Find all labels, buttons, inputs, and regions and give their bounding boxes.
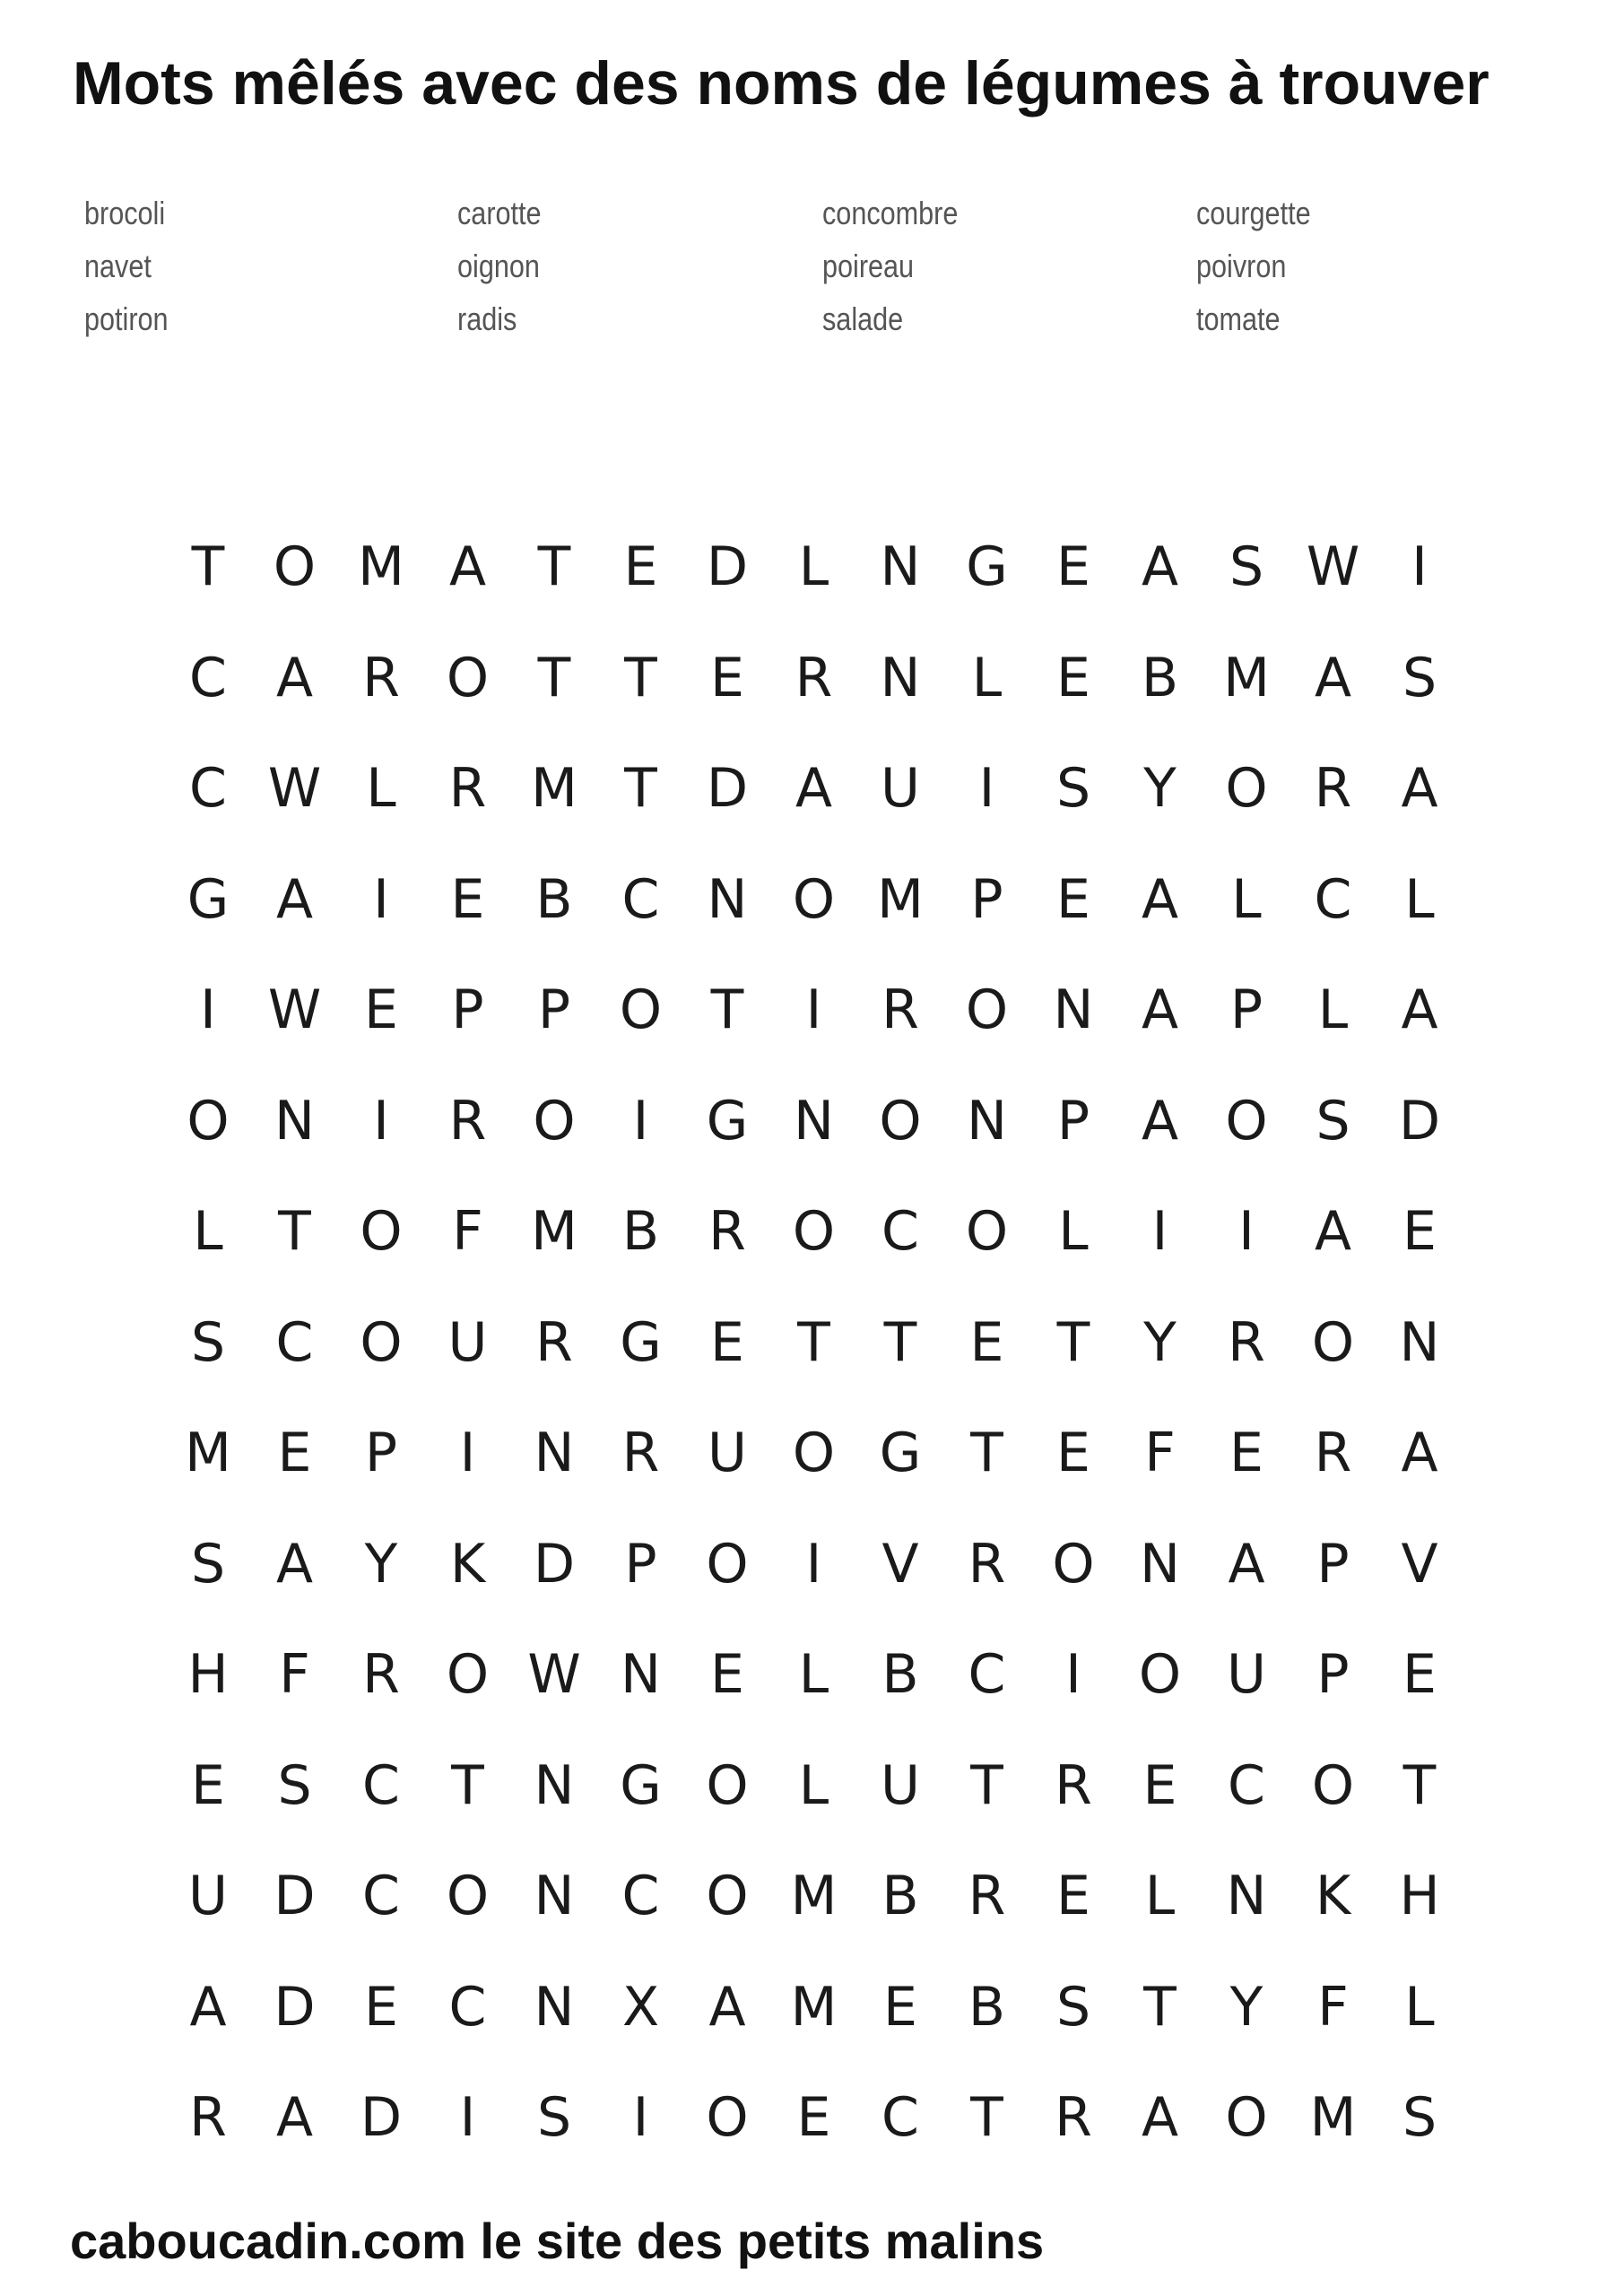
grid-cell: C: [881, 2086, 919, 2149]
grid-cell: T: [451, 1753, 484, 1817]
grid-cell: E: [796, 2086, 831, 2149]
grid-cell: L: [1144, 1865, 1176, 1927]
grid-cell: L: [193, 1200, 223, 1263]
grid-cell: N: [274, 1089, 315, 1152]
grid-cell: D: [706, 535, 749, 598]
grid-cell: C: [362, 1753, 400, 1817]
grid-cell: I: [805, 1532, 822, 1596]
grid-cell: A: [1141, 535, 1179, 598]
grid-cell: M: [877, 867, 924, 931]
grid-cell: A: [1401, 757, 1438, 820]
page-title: Mots mêlés avec des noms de légumes à trouver: [73, 49, 1489, 117]
grid-cell: T: [191, 535, 225, 598]
grid-cell: U: [881, 1753, 920, 1817]
grid-cell: R: [1055, 2086, 1092, 2149]
grid-cell: P: [1056, 1089, 1090, 1152]
grid-cell: R: [1314, 1422, 1352, 1484]
grid-cell: O: [792, 1422, 836, 1484]
grid-cell: N: [534, 1422, 575, 1484]
grid-row: [0, 642, 1624, 714]
grid-cell: S: [536, 2086, 572, 2149]
grid-cell: A: [1141, 978, 1179, 1041]
grid-cell: R: [621, 1422, 660, 1484]
grid-cell: L: [971, 646, 1003, 709]
grid-cell: E: [1056, 1865, 1090, 1927]
grid-cell: O: [706, 1753, 749, 1817]
grid-cell: B: [621, 1200, 660, 1263]
grid-cell: O: [1225, 1089, 1268, 1152]
grid-cell: A: [1314, 646, 1352, 709]
grid-cell: W: [1306, 535, 1360, 598]
grid-cell: S: [1055, 757, 1091, 820]
grid-cell: O: [879, 1089, 922, 1152]
grid-cell: P: [537, 978, 571, 1041]
grid-row: [0, 1971, 1624, 2043]
grid-cell: S: [1316, 1089, 1350, 1152]
grid-cell: Y: [1143, 1310, 1177, 1374]
grid-cell: A: [1314, 1200, 1352, 1263]
word-list-item: oignon: [457, 248, 540, 284]
grid-cell: X: [621, 1975, 660, 2039]
grid-row: [0, 1750, 1624, 1822]
grid-cell: A: [275, 2086, 314, 2149]
grid-cell: N: [534, 1865, 575, 1927]
grid-cell: N: [534, 1753, 575, 1817]
grid-cell: S: [277, 1753, 312, 1817]
grid-cell: C: [1314, 867, 1352, 931]
grid-cell: C: [275, 1310, 314, 1374]
grid-cell: R: [1228, 1310, 1265, 1374]
grid-row: [0, 1639, 1624, 1710]
grid-cell: N: [1053, 978, 1094, 1041]
grid-cell: I: [632, 1089, 649, 1152]
grid-cell: O: [446, 1643, 490, 1706]
grid-cell: I: [978, 757, 995, 820]
grid-cell: A: [795, 757, 833, 820]
grid-cell: B: [1141, 646, 1179, 709]
grid-cell: S: [1402, 2086, 1437, 2149]
grid-cell: R: [362, 646, 400, 709]
grid-cell: E: [883, 1975, 917, 2039]
grid-cell: L: [366, 757, 396, 820]
grid-cell: M: [531, 757, 578, 820]
grid-cell: D: [274, 1865, 316, 1927]
grid-cell: O: [1311, 1310, 1355, 1374]
grid-cell: I: [373, 867, 389, 931]
grid-cell: R: [708, 1200, 746, 1263]
grid-cell: I: [1065, 1643, 1081, 1706]
word-list-item: potiron: [84, 300, 169, 337]
grid-cell: S: [190, 1532, 226, 1596]
grid-cell: K: [449, 1532, 486, 1596]
grid-cell: A: [1401, 1422, 1438, 1484]
grid-cell: O: [1311, 1753, 1355, 1817]
grid-cell: B: [535, 867, 573, 931]
grid-cell: E: [364, 978, 398, 1041]
grid-row: [0, 531, 1624, 603]
grid-row: [0, 1417, 1624, 1489]
grid-cell: M: [790, 1975, 838, 2039]
grid-cell: S: [1402, 646, 1437, 709]
grid-cell: T: [970, 1753, 1003, 1817]
grid-cell: I: [373, 1089, 389, 1152]
grid-cell: T: [624, 757, 657, 820]
grid-cell: L: [1231, 867, 1262, 931]
grid-cell: N: [880, 535, 921, 598]
grid-cell: O: [446, 646, 490, 709]
grid-cell: R: [795, 646, 833, 709]
grid-cell: O: [706, 1865, 749, 1927]
grid-cell: H: [187, 1643, 229, 1706]
grid-cell: M: [531, 1200, 578, 1263]
grid-cell: I: [459, 1422, 476, 1484]
grid-cell: R: [448, 1089, 487, 1152]
word-list-item: tomate: [1196, 300, 1281, 337]
grid-cell: W: [267, 757, 322, 820]
grid-cell: P: [364, 1422, 398, 1484]
grid-cell: N: [707, 867, 748, 931]
grid-cell: Y: [1143, 757, 1177, 820]
grid-cell: B: [968, 1975, 1006, 2039]
grid-cell: T: [970, 2086, 1003, 2149]
grid-cell: P: [451, 978, 484, 1041]
word-list-item: poireau: [822, 248, 915, 284]
grid-row: [0, 974, 1624, 1046]
grid-cell: R: [968, 1532, 1006, 1596]
grid-cell: O: [1225, 757, 1268, 820]
grid-cell: P: [1316, 1532, 1350, 1596]
grid-cell: W: [527, 1643, 581, 1706]
word-list-item: courgette: [1196, 195, 1311, 231]
grid-cell: G: [706, 1089, 749, 1152]
grid-cell: D: [1398, 1089, 1441, 1152]
grid-cell: R: [448, 757, 487, 820]
grid-cell: R: [535, 1310, 573, 1374]
grid-cell: L: [798, 1753, 829, 1817]
grid-cell: K: [1315, 1865, 1351, 1927]
grid-cell: E: [969, 1310, 1004, 1374]
grid-cell: A: [708, 1975, 746, 2039]
grid-cell: P: [970, 867, 1003, 931]
grid-cell: O: [533, 1089, 576, 1152]
grid-row: [0, 1307, 1624, 1378]
grid-cell: C: [881, 1200, 919, 1263]
grid-row: [0, 1860, 1624, 1932]
grid-row: [0, 864, 1624, 935]
grid-cell: G: [620, 1310, 662, 1374]
grid-cell: T: [710, 978, 744, 1041]
grid-cell: E: [710, 646, 744, 709]
grid-cell: T: [883, 1310, 917, 1374]
grid-cell: A: [275, 867, 314, 931]
grid-cell: O: [619, 978, 663, 1041]
grid-cell: N: [1140, 1532, 1180, 1596]
grid-cell: E: [623, 535, 658, 598]
grid-cell: N: [1399, 1310, 1440, 1374]
grid-cell: T: [1143, 1975, 1177, 2039]
grid-cell: E: [1056, 646, 1090, 709]
grid-cell: V: [881, 1532, 919, 1596]
grid-cell: T: [970, 1422, 1003, 1484]
grid-cell: E: [1056, 1422, 1090, 1484]
grid-cell: E: [1403, 1643, 1437, 1706]
word-list-item: navet: [84, 248, 152, 284]
grid-cell: A: [1228, 1532, 1265, 1596]
grid-cell: B: [881, 1865, 919, 1927]
grid-cell: O: [360, 1200, 403, 1263]
grid-cell: V: [1401, 1532, 1438, 1596]
grid-cell: I: [1238, 1200, 1255, 1263]
word-list-item: radis: [457, 300, 517, 337]
grid-cell: A: [448, 535, 487, 598]
grid-cell: M: [1223, 646, 1270, 709]
grid-cell: T: [1403, 1753, 1437, 1817]
grid-cell: E: [710, 1643, 744, 1706]
grid-cell: I: [459, 2086, 476, 2149]
grid-cell: C: [968, 1643, 1006, 1706]
grid-cell: I: [1411, 535, 1428, 598]
grid-cell: O: [706, 2086, 749, 2149]
grid-cell: L: [798, 1643, 829, 1706]
grid-cell: M: [185, 1422, 231, 1484]
grid-row: [0, 1196, 1624, 1267]
grid-cell: U: [188, 1865, 228, 1927]
grid-cell: N: [967, 1089, 1007, 1152]
grid-cell: C: [1228, 1753, 1265, 1817]
grid-cell: H: [1399, 1865, 1440, 1927]
grid-cell: E: [1056, 535, 1090, 598]
grid-cell: T: [1056, 1310, 1090, 1374]
grid-cell: U: [447, 1310, 488, 1374]
grid-row: [0, 752, 1624, 824]
grid-cell: R: [1055, 1753, 1092, 1817]
grid-cell: L: [1058, 1200, 1089, 1263]
grid-cell: E: [1056, 867, 1090, 931]
footer-credit: caboucadin.com le site des petits malins: [70, 2213, 1045, 2269]
grid-row: [0, 1528, 1624, 1600]
grid-cell: O: [965, 1200, 1009, 1263]
grid-cell: I: [200, 978, 216, 1041]
grid-cell: M: [358, 535, 404, 598]
grid-cell: D: [706, 757, 749, 820]
grid-cell: E: [364, 1975, 398, 2039]
grid-cell: Y: [1229, 1975, 1264, 2039]
grid-cell: C: [189, 757, 227, 820]
grid-cell: S: [1055, 1975, 1091, 2039]
grid-cell: E: [450, 867, 485, 931]
grid-cell: S: [190, 1310, 226, 1374]
grid-cell: D: [533, 1532, 576, 1596]
grid-cell: E: [710, 1310, 744, 1374]
grid-cell: R: [362, 1643, 400, 1706]
grid-cell: I: [1151, 1200, 1168, 1263]
grid-cell: F: [279, 1643, 310, 1706]
grid-cell: B: [881, 1643, 919, 1706]
grid-cell: P: [624, 1532, 657, 1596]
grid-cell: C: [448, 1975, 487, 2039]
grid-cell: G: [620, 1753, 662, 1817]
grid-cell: A: [1141, 1089, 1179, 1152]
grid-cell: W: [267, 978, 322, 1041]
grid-cell: A: [1141, 2086, 1179, 2149]
grid-cell: A: [1141, 867, 1179, 931]
grid-cell: N: [621, 1643, 661, 1706]
grid-cell: O: [273, 535, 317, 598]
grid-cell: E: [191, 1753, 225, 1817]
grid-cell: F: [1144, 1422, 1176, 1484]
grid-cell: P: [1316, 1643, 1350, 1706]
grid-cell: R: [189, 2086, 227, 2149]
grid-cell: R: [968, 1865, 1006, 1927]
grid-cell: O: [792, 1200, 836, 1263]
grid-cell: L: [1404, 867, 1435, 931]
grid-cell: I: [632, 2086, 649, 2149]
grid-cell: I: [805, 978, 822, 1041]
grid-cell: O: [446, 1865, 490, 1927]
grid-cell: T: [797, 1310, 830, 1374]
grid-cell: U: [708, 1422, 747, 1484]
grid-cell: T: [278, 1200, 311, 1263]
grid-cell: N: [534, 1975, 575, 2039]
grid-cell: R: [1314, 757, 1352, 820]
grid-row: [0, 1085, 1624, 1157]
grid-cell: R: [881, 978, 919, 1041]
grid-cell: T: [624, 646, 657, 709]
grid-cell: L: [1317, 978, 1349, 1041]
grid-cell: D: [360, 2086, 403, 2149]
grid-cell: E: [1142, 1753, 1177, 1817]
grid-cell: G: [187, 867, 230, 931]
grid-cell: T: [537, 535, 571, 598]
grid-cell: E: [1229, 1422, 1264, 1484]
grid-cell: G: [879, 1422, 922, 1484]
grid-cell: C: [189, 646, 227, 709]
grid-cell: D: [274, 1975, 316, 2039]
grid-cell: O: [706, 1532, 749, 1596]
grid-cell: M: [790, 1865, 838, 1927]
grid-cell: F: [452, 1200, 483, 1263]
grid-cell: L: [1404, 1975, 1435, 2039]
grid-cell: A: [1401, 978, 1438, 1041]
grid-cell: E: [277, 1422, 312, 1484]
grid-cell: O: [1052, 1532, 1095, 1596]
word-list-item: brocoli: [84, 195, 166, 231]
grid-cell: N: [880, 646, 921, 709]
grid-cell: A: [275, 1532, 314, 1596]
grid-cell: A: [275, 646, 314, 709]
grid-cell: C: [362, 1865, 400, 1927]
grid-cell: S: [1229, 535, 1264, 598]
grid-cell: N: [1226, 1865, 1267, 1927]
grid-cell: C: [621, 867, 660, 931]
word-list-item: concombre: [822, 195, 959, 231]
grid-cell: Y: [364, 1532, 398, 1596]
word-list-item: salade: [822, 300, 904, 337]
grid-cell: T: [537, 646, 571, 709]
word-list-item: poivron: [1196, 248, 1287, 284]
grid-row: [0, 2082, 1624, 2153]
grid-cell: O: [1225, 2086, 1268, 2149]
word-list-item: carotte: [457, 195, 542, 231]
grid-cell: E: [1403, 1200, 1437, 1263]
grid-cell: U: [881, 757, 920, 820]
grid-cell: U: [1227, 1643, 1266, 1706]
grid-cell: O: [965, 978, 1009, 1041]
grid-cell: L: [798, 535, 829, 598]
grid-cell: O: [792, 867, 836, 931]
grid-cell: O: [360, 1310, 403, 1374]
grid-cell: A: [189, 1975, 227, 2039]
grid-cell: G: [966, 535, 1008, 598]
grid-cell: O: [187, 1089, 230, 1152]
grid-cell: C: [621, 1865, 660, 1927]
grid-cell: M: [1309, 2086, 1357, 2149]
grid-cell: N: [794, 1089, 834, 1152]
grid-cell: F: [1317, 1975, 1349, 2039]
grid-cell: O: [1138, 1643, 1182, 1706]
grid-cell: P: [1229, 978, 1264, 1041]
